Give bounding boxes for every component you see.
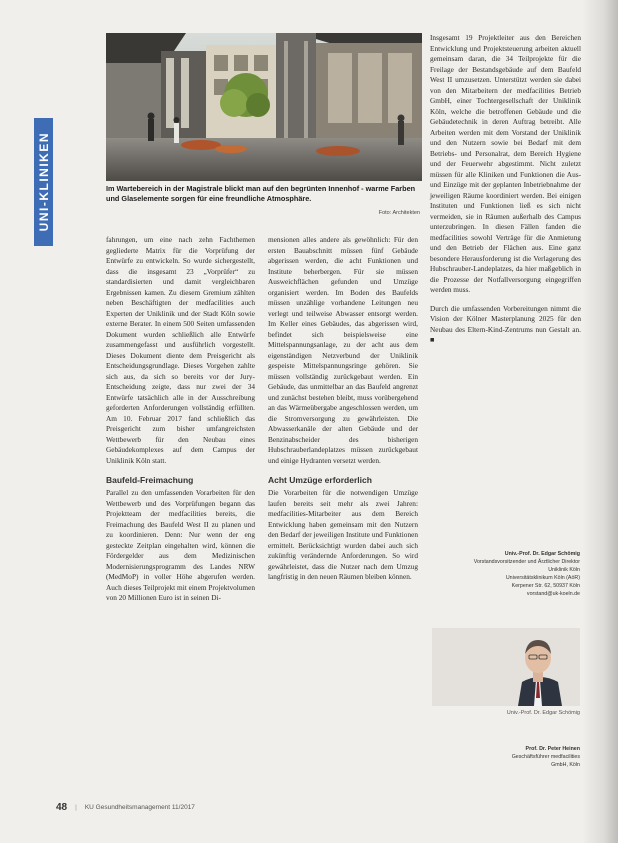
author-portrait <box>432 628 580 706</box>
author-role: Vorstandsvorsitzender und Ärztlicher Direktor <box>473 559 580 565</box>
author-address: Universitätsklinikum Köln (AöR) <box>505 575 580 581</box>
author-org: GmbH, Köln <box>551 762 580 768</box>
paragraph: mensionen alles andere als gewöhnlich: Für den ersten Bauabschnitt müssen fünf Gebäude abgerissen werden, die acht Funktionen und Institute beherbergen. Für sie müssen Ausweichflächen gefunden und Umzüge organisiert werden. Im Boden des Baufelds müssen unzählige vorhandene Leitungen neu verlegt und teilweise Abwasser entsorgt werden. Im Keller eines Gebäudes, das abgerissen wird, befindet sich beispielsweise eine Mittelspannungsanlage, zu der acht aus dem eigenständigen Netzverbund der Uniklinik gespeiste Mittelspannungsringe gehören. Sie müssen vollständig zurückgebaut werden. Ein Gebäude, das unmittelbar an das Baufeld angrenzt und zunächst bestehen bleibt, muss vorübergehend an das Wärmeübergabe angeschlossen werden, um die Stromversorgung zu gewährleisten. Die Abwasserkanäle der alten Gebäude und der Benzinabscheider des bisherigen Hubschrauberlandeplatzes müssen zurückgebaut und einige Hydranten versetzt werden. <box>268 235 418 465</box>
author-box-2 <box>430 745 580 769</box>
section-tab <box>34 118 53 246</box>
portrait-image <box>432 628 580 706</box>
publication-name: KU Gesundheitsmanagement 11/2017 <box>84 804 195 811</box>
paragraph-closing: Durch die umfassenden Vorbereitungen nimmt die Vision der Kölner Masterplanung 2025 für den Neubau des Eltern-Kind-Zentrums nun Gestalt an. ■ <box>430 303 581 344</box>
section-tab-label: UNI-KLINIKEN <box>36 132 51 232</box>
paragraph: Insgesamt 19 Projektleiter aus den Bereichen Entwicklung und Projektsteuerung arbeiten aktuell gemeinsam daran, die 34 Teilprojekte für die Freilage der Bestandsgebäude auf dem Baufeld West II umzusetzen. Unterstützt werden sie dabei von den Mitarbeitern der medfacilities Betrieb GmbH, einer Tochtergesellschaft der Uniklinik Köln, welche die betroffenen Gebäude und die Gebäudetechnik in deren Auftrag betreibt. Alle Arbeiten werden mit dem Vorstand der Uniklinik und den Nutzern sowie bei Bedarf mit dem Betriebs- und Personalrat, dem Bereich Hygiene und der Feuerwehr abgestimmt. Nicht zuletzt müssen für alle Kliniken und Funktionen die Aus- und Einzüge mit der geplanten Inbetriebnahme der jeweiligen Räume koordiniert werden. Bei einigen Instituten und Funktionen ließ es sich nicht vermeiden, sie in Räumen außerhalb des Campus unterzubringen. In diesen Fällen fanden die medfacilities sowohl Verträge für die Anmietung und den Betrieb der Flächen aus. Eine ganz besondere Herausforderung ist die Verlagerung des Hubschrauber-Landeplatzes, da hier maßgeblich in die Prozesse der Notfallversorgung eingegriffen werden muss. <box>430 33 581 294</box>
page-edge-shadow <box>582 0 618 843</box>
paragraph: Parallel zu den umfassenden Vorarbeiten für den Wettbewerb und des Vorprüfungen begann das Projektteam der medfacilities bereits, die Freimachung des Baufeld West II zu planen und zu koordinieren. Denn: Nur wenn der eng gesteckte Zeitplan eingehalten wird, können die Fördergelder aus dem Medizinischen Modernisierungsprogramm des Landes NRW (MedMoP) in voller Höhe abgerufen werden. Auch dieses Teilprojekt mit einem Projektvolumen von 20 Millionen Euro ist in seinen Di- <box>106 488 255 602</box>
author-org: Uniklinik Köln <box>548 567 580 573</box>
subheading-umzuege: Acht Umzüge erforderlich <box>268 475 372 485</box>
paragraph: Die Vorarbeiten für die notwendigen Umzüge laufen bereits seit mehr als zwei Jahren: medfacilities-Mitarbeiter aus dem Bereich Entwicklung haben gemeinsam mit den Nutzern den Bedarf der jeweiligen Institute und Funktionen ermittelt. Berücksichtigt wurden dabei auch sich zukünftig verändernde Anforderungen. So wird gewährleistet, dass die Nutzer nach dem Umzug langfristig in den neuen Räumen bleiben können. <box>268 488 418 581</box>
author-name: Prof. Dr. Peter Heinen <box>525 746 580 752</box>
page-number: 48 <box>56 802 68 813</box>
photo-credit: Foto: Architekten <box>378 210 420 216</box>
author-email[interactable]: vorstand@uk-koeln.de <box>526 591 580 597</box>
photo-caption: Im Wartebereich in der Magistrale blickt man auf den begrünten Innenhof - warme Farben und Glaselemente sorgen für eine freundliche Atmosphäre. <box>106 184 416 203</box>
hospital-atrium-photo <box>106 33 422 181</box>
page-footer <box>56 802 436 813</box>
author-name: Univ.-Prof. Dr. Edgar Schömig <box>504 551 580 557</box>
atrium-illustration <box>106 33 422 181</box>
article-column-2 <box>268 235 418 583</box>
paragraph: fahrungen, um eine nach zehn Fachthemen gegliederte Matrix für die Vorprüfung der Entwürfe zu entwickeln. So wurde sichergestellt, dass die insgesamt 23 „Vorprüfer“ zu standardisierten und damit vergleichbaren Ergebnissen kamen. Zu diesem Gremium zählten neben Beschäftigten der medfacilities auch Experten der Uniklinik und der Stadt Köln sowie externe Berater. In einem 500 Seiten umfassenden Dokument wurden schließlich alle Entwürfe zusammengefasst und ausführlich vorgestellt. Dieses Dokument diente dem Preisgericht als Entscheidungsgrundlage. Dieses Vorgehen zahlte sich aus, da sich so bereits vor der Jury-Entscheidung zeigte, dass nur zwei der 34 Entwürfe tatsächlich alle in der Ausschreibung geforderten Anforderungen vollständig erfüllten. Am 10. Februar 2017 fand schließlich das Preisgericht zum bisher umfangreichsten Wettbewerb für den Neubau eines Gebäudekomplexes auf dem Campus der Uniklinik Köln statt. <box>106 235 255 465</box>
portrait-caption: Univ.-Prof. Dr. Edgar Schömig <box>506 710 580 716</box>
author-street: Kerpener Str. 62, 50937 Köln <box>511 583 580 589</box>
author-box-1 <box>430 550 580 598</box>
article-column-3 <box>430 33 581 346</box>
footer-separator: | <box>75 804 77 811</box>
article-column-1 <box>106 235 255 604</box>
author-role: Geschäftsführer medfacilities <box>511 754 580 760</box>
subheading-baufeld: Baufeld-Freimachung <box>106 475 194 485</box>
